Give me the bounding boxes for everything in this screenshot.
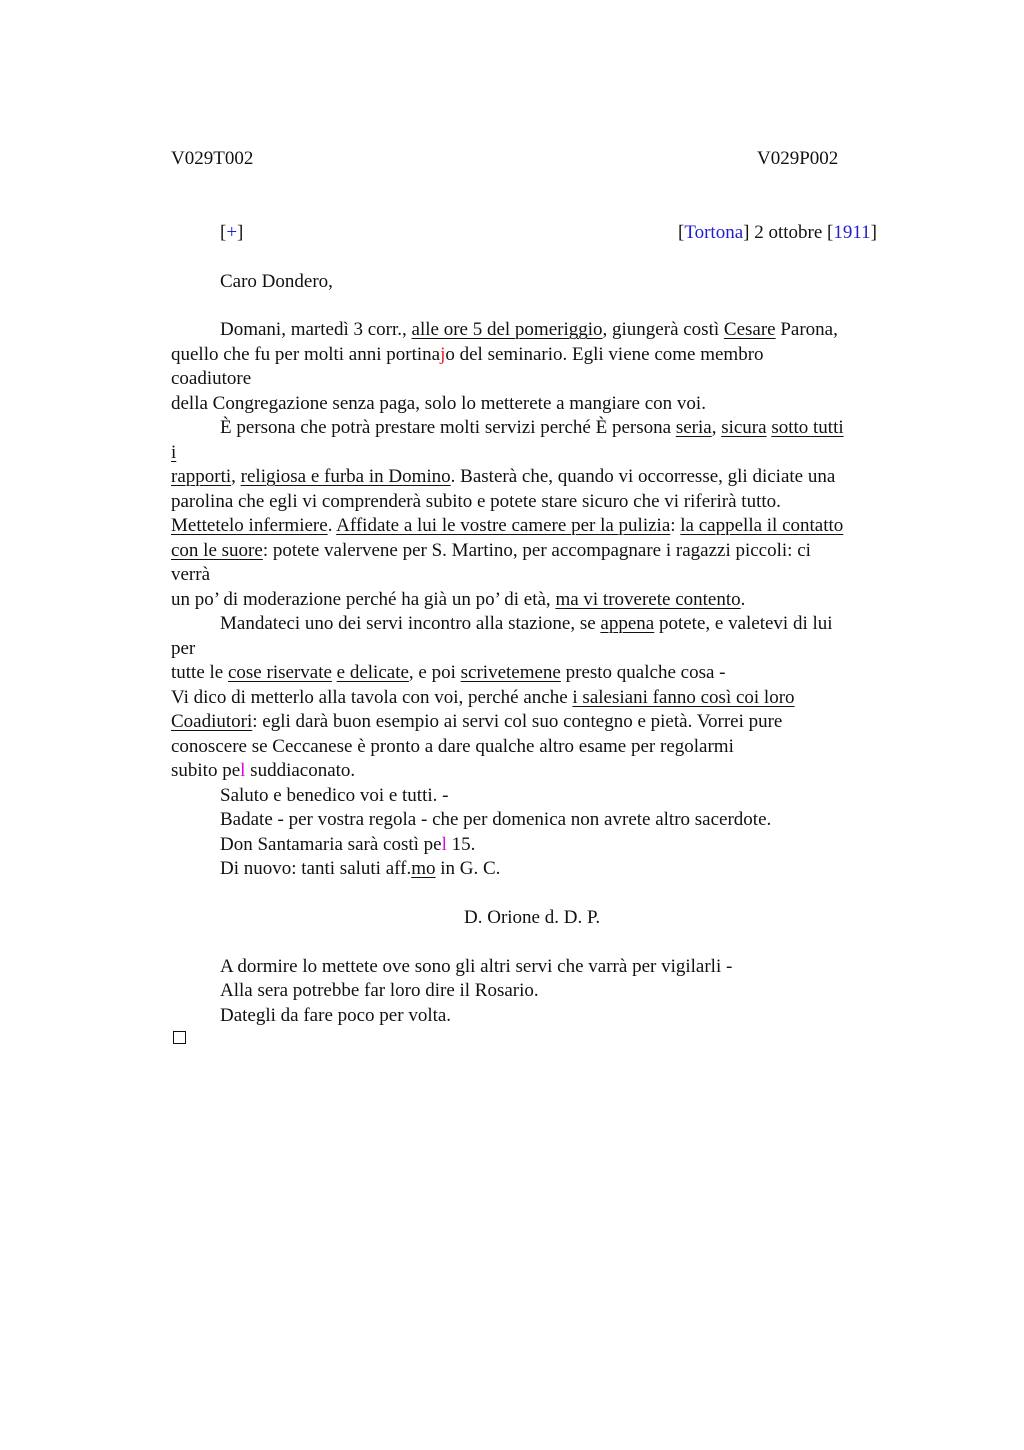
correction-mark: j: [440, 344, 446, 365]
body-line: conoscere se Ceccanese è pronto a dare qualche altro esame per regolarmi: [171, 736, 734, 757]
document-code-right: V029P002: [757, 148, 839, 169]
body-line: verrà: [171, 564, 211, 585]
body-line: coadiutore: [171, 368, 252, 389]
body-line: Di nuovo: tanti saluti aff.mo in G. C.: [220, 858, 501, 879]
year: 1911: [833, 222, 871, 243]
body-line: parolina che egli vi comprenderà subito e potete stare sicuro che vi riferirà tutto.: [171, 491, 781, 512]
body-line: Don Santamaria sarà costì pel 15.: [220, 834, 476, 855]
insertion-mark: l: [240, 760, 246, 781]
body-line: Vi dico di metterlo alla tavola con voi, perché anche i salesiani fanno così coi loro: [171, 687, 795, 708]
body-line: della Congregazione senza paga, solo lo metterete a mangiare con voi.: [171, 393, 706, 414]
body-line: Mettetelo infermiere. Affidate a lui le vostre camere per la pulizia: la cappella il contatto: [171, 515, 844, 536]
body-line: con le suore: potete valervene per S. Martino, per accompagnare i ragazzi piccoli: ci: [171, 540, 811, 561]
body-line: È persona che potrà prestare molti servizi perché È persona seria, sicura sotto tutti: [220, 417, 844, 438]
end-marker-square-icon: [173, 1031, 186, 1044]
insertion-mark: l: [441, 834, 447, 855]
cross-symbol: +: [226, 222, 238, 243]
place-name: Tortona: [684, 222, 744, 243]
body-line: i: [171, 442, 177, 463]
body-line: un po’ di moderazione perché ha già un po’ di età, ma vi troverete contento.: [171, 589, 746, 610]
body-line: tutte le cose riservate e delicate, e poi scrivetemene presto qualche cosa -: [171, 662, 726, 683]
body-line: quello che fu per molti anni portinajo del seminario. Egli viene come membro: [171, 344, 764, 365]
body-line: rapporti, religiosa e furba in Domino. Basterà che, quando vi occorresse, gli diciate una: [171, 466, 836, 487]
body-line: Saluto e benedico voi e tutti. -: [220, 785, 449, 806]
postscript-line: A dormire lo mettete ove sono gli altri servi che varrà per vigilarli -: [220, 956, 733, 977]
body-line: Badate - per vostra regola - che per domenica non avrete altro sacerdote.: [220, 809, 772, 830]
body-line: Domani, martedì 3 corr., alle ore 5 del pomeriggio, giungerà costì Cesare Parona,: [220, 319, 838, 340]
salutation: Caro Dondero,: [220, 271, 333, 292]
body-line: per: [171, 638, 196, 659]
body-line: subito pel suddiaconato.: [171, 760, 356, 781]
cross-mark: [+]: [220, 222, 244, 243]
document-code-left: V029T002: [171, 148, 254, 169]
body-line: Coadiutori: egli darà buon esempio ai servi col suo contegno e pietà. Vorrei pure: [171, 711, 783, 732]
place-date: [Tortona] 2 ottobre [1911]: [677, 222, 877, 243]
body-line: Mandateci uno dei servi incontro alla stazione, se appena potete, e valetevi di lui: [220, 613, 833, 634]
signature: D. Orione d. D. P.: [464, 907, 601, 928]
postscript-line: Alla sera potrebbe far loro dire il Rosario.: [220, 980, 539, 1001]
postscript-line: Dategli da fare poco per volta.: [220, 1005, 452, 1026]
